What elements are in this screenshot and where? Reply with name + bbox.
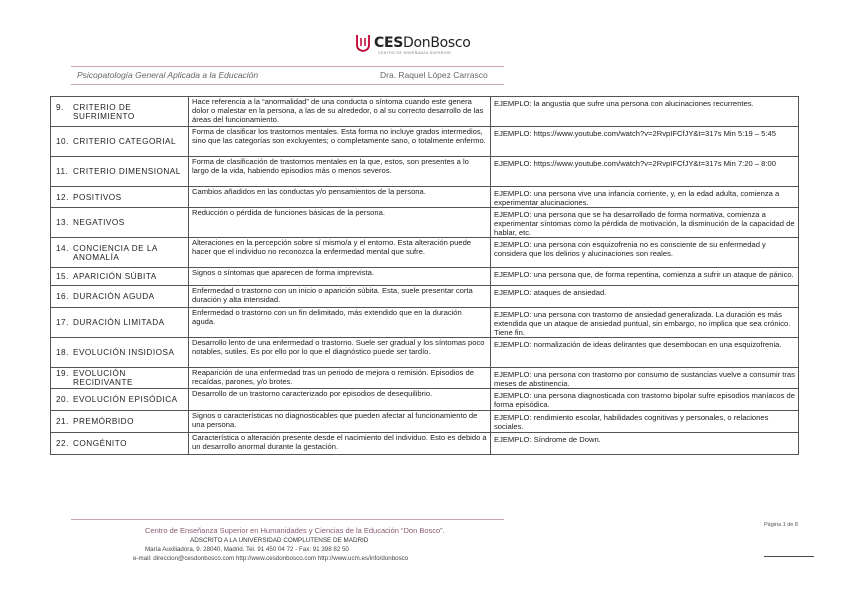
term-cell — [51, 97, 189, 127]
definition-cell: Signos o síntomas que aparecen de forma imprevista. — [189, 268, 491, 286]
term-number: 10. — [56, 137, 69, 146]
term-cell — [51, 411, 189, 433]
table-row — [51, 389, 799, 411]
footer-adscrito: ADSCRITO A LA UNIVERSIDAD COMPLUTENSE DE MADRID — [190, 537, 369, 544]
term-cell — [51, 238, 189, 268]
term-number: 14. — [56, 243, 69, 253]
definition-cell: Enfermedad o trastorno con un fin delimitado, más extendido que en la duración aguda. — [189, 308, 491, 338]
term-cell — [51, 187, 189, 208]
footer-address: María Auxiliadora, 9. 28040, Madrid. Tel. 91 450 04 72 - Fax: 91 398 82 50 — [145, 546, 349, 553]
term-number: 13. — [56, 218, 69, 227]
example-cell: EJEMPLO: https://www.youtube.com/watch?v=2RvpIFCfJY&t=317s Min 5:19 – 5:45 — [491, 127, 799, 157]
example-cell: EJEMPLO: una persona vive una infancia corriente, y, en la edad adulta, comienza a experimentar alucinaciones. — [491, 187, 799, 208]
term-label: CRITERIO DIMENSIONAL — [73, 167, 181, 176]
term-number: 12. — [56, 192, 69, 202]
header-rule-top — [71, 66, 504, 67]
term-number: 22. — [56, 439, 69, 448]
example-cell: EJEMPLO: Síndrome de Down. — [491, 433, 799, 455]
term-label: EVOLUCIÓN EPISÓDICA — [73, 395, 178, 404]
table-row — [51, 208, 799, 238]
definition-cell: Forma de clasificar los trastornos mentales. Esta forma no incluye grados intermedios, sino que las categorías son excluyentes; o completamente sano, o totalmente enfermo. — [189, 127, 491, 157]
term-label: DURACIÓN AGUDA — [73, 292, 155, 301]
page-number: Página 1 de 8 — [764, 522, 798, 528]
example-cell: EJEMPLO: una persona con esquizofrenia no es consciente de su enfermedad y considera que los delirios y alucinaciones son reales. — [491, 238, 799, 268]
example-cell: EJEMPLO: una persona que, de forma repentina, comienza a sufrir un ataque de pánico. — [491, 268, 799, 286]
definition-cell: Forma de clasificación de trastornos mentales en la que, estos, son presentes a lo largo de la vida, habiendo episodios más o menos severos. — [189, 157, 491, 187]
table-row — [51, 97, 799, 127]
term-number: 17. — [56, 318, 69, 327]
example-cell: EJEMPLO: la angustia que sufre una persona con alucinaciones recurrentes. — [491, 97, 799, 127]
term-label: NEGATIVOS — [73, 218, 125, 227]
term-label: DURACIÓN LIMITADA — [73, 318, 165, 327]
term-cell — [51, 157, 189, 187]
table-row — [51, 187, 799, 208]
subject-title: Psicopatología General Aplicada a la Educación — [77, 70, 259, 80]
logo-text: CESDonBosco — [374, 35, 471, 51]
example-cell: EJEMPLO: una persona con trastorno de ansiedad generalizada. La duración es más extendida que un ataque de ansiedad puntual, sin embargo, no implica que sea crónico. Tiene fin. — [491, 308, 799, 338]
definition-cell: Alteraciones en la percepción sobre sí mismo/a y el entorno. Esta alteración puede hacer que el individuo no reconozca la enfermedad mental que sufre. — [189, 238, 491, 268]
term-number: 19. — [56, 369, 69, 378]
logo-shield-icon — [356, 34, 370, 52]
table-row — [51, 268, 799, 286]
term-cell — [51, 433, 189, 455]
definition-cell: Reaparición de una enfermedad tras un periodo de mejora o remisión. Episodios de recaídas, parones, y/o brotes. — [189, 368, 491, 389]
term-label: EVOLUCIÓN INSIDIOSA — [73, 348, 175, 357]
term-cell — [51, 338, 189, 368]
term-cell — [51, 368, 189, 389]
term-number: 20. — [56, 395, 69, 404]
term-label: POSITIVOS — [73, 192, 122, 202]
example-cell: EJEMPLO: rendimiento escolar, habilidades cognitivas y personales, o relaciones sociales. — [491, 411, 799, 433]
footer-rule — [71, 519, 504, 520]
definition-cell: Reducción o pérdida de funciones básicas de la persona. — [189, 208, 491, 238]
header-rule-bottom — [71, 84, 504, 85]
table-row — [51, 286, 799, 308]
table-row — [51, 411, 799, 433]
example-cell: EJEMPLO: una persona diagnosticada con trastorno bipolar sufre episodios maníacos de forma episódica. — [491, 389, 799, 411]
term-cell — [51, 208, 189, 238]
definition-cell: Cambios añadidos en las conductas y/o pensamientos de la persona. — [189, 187, 491, 208]
example-cell: EJEMPLO: ataques de ansiedad. — [491, 286, 799, 308]
term-cell — [51, 268, 189, 286]
definition-cell: Hace referencia a la “anormalidad” de una conducta o síntoma cuando este genera dolor o malestar en la persona, a las de su alrededor, o al su correcto desarrollo de las áreas del funcionamiento. — [189, 97, 491, 127]
term-label: CRITERIO DE SUFRIMIENTO — [73, 102, 135, 121]
term-number: 21. — [56, 417, 69, 426]
term-label: EVOLUCIÓN RECIDIVANTE — [73, 369, 133, 387]
ces-donbosco-logo — [356, 34, 471, 52]
term-cell — [51, 286, 189, 308]
term-cell — [51, 389, 189, 411]
definition-cell: Característica o alteración presente desde el nacimiento del individuo. Esto es debido a un desarrollo anormal durante la gestación. — [189, 433, 491, 455]
term-label: CONCIENCIA DE LA ANOMALÍA — [73, 243, 158, 262]
table-row — [51, 433, 799, 455]
term-label: CONGÉNITO — [73, 439, 127, 448]
footer-center-name: Centro de Enseñanza Superior en Humanidades y Ciencias de la Educación “Don Bosco”. — [145, 526, 445, 535]
term-number: 15. — [56, 272, 69, 281]
term-label: PREMÓRBIDO — [73, 417, 134, 426]
definition-cell: Enfermedad o trastorno con un inicio o aparición súbita. Esta, suele presentar corta duración y alta intensidad. — [189, 286, 491, 308]
table-row — [51, 368, 799, 389]
table-row — [51, 127, 799, 157]
table-row — [51, 338, 799, 368]
definition-cell: Signos o características no diagnosticables que pueden afectar al funcionamiento de una persona. — [189, 411, 491, 433]
table-row — [51, 308, 799, 338]
example-cell: EJEMPLO: una persona que se ha desarrollado de forma normativa, comienza a experimentar síntomas como la pérdida de motivación, la disminución de la capacidad de hablar, etc. — [491, 208, 799, 238]
term-label: CRITERIO CATEGORIAL — [73, 137, 177, 146]
example-cell: EJEMPLO: https://www.youtube.com/watch?v=2RvpIFCfJY&t=317s Min 7:20 – 8:00 — [491, 157, 799, 187]
term-number: 9. — [56, 102, 64, 112]
glossary-table — [50, 96, 799, 455]
example-cell: EJEMPLO: normalización de ideas delirantes que desembocan en una esquizofrenia. — [491, 338, 799, 368]
footer-contact: e-mail: direccion@cesdonbosco.com http://www.cesdonbosco.com http://www.ucm.es/info/donbosco — [133, 555, 409, 562]
term-number: 18. — [56, 348, 69, 357]
term-number: 11. — [56, 167, 69, 176]
term-cell — [51, 308, 189, 338]
table-row — [51, 238, 799, 268]
term-label: APARICIÓN SÚBITA — [73, 272, 157, 281]
example-cell: EJEMPLO: una persona con trastorno por consumo de sustancias vuelve a consumir tras meses de abstinencia. — [491, 368, 799, 389]
definition-cell: Desarrollo lento de una enfermedad o trastorno. Suele ser gradual y los síntomas poco notables, sutiles. Es por ello por lo que el diagnóstico puede ser tardío. — [189, 338, 491, 368]
table-row — [51, 157, 799, 187]
teacher-name: Dra. Raquel López Carrasco — [380, 70, 488, 80]
logo-tagline: CENTRO DE ENSEÑANZA SUPERIOR — [378, 51, 452, 55]
definition-cell: Desarrollo de un trastorno caracterizado por episodios de desequilibrio. — [189, 389, 491, 411]
page-number-rule — [764, 556, 814, 557]
term-cell — [51, 127, 189, 157]
term-number: 16. — [56, 292, 69, 301]
